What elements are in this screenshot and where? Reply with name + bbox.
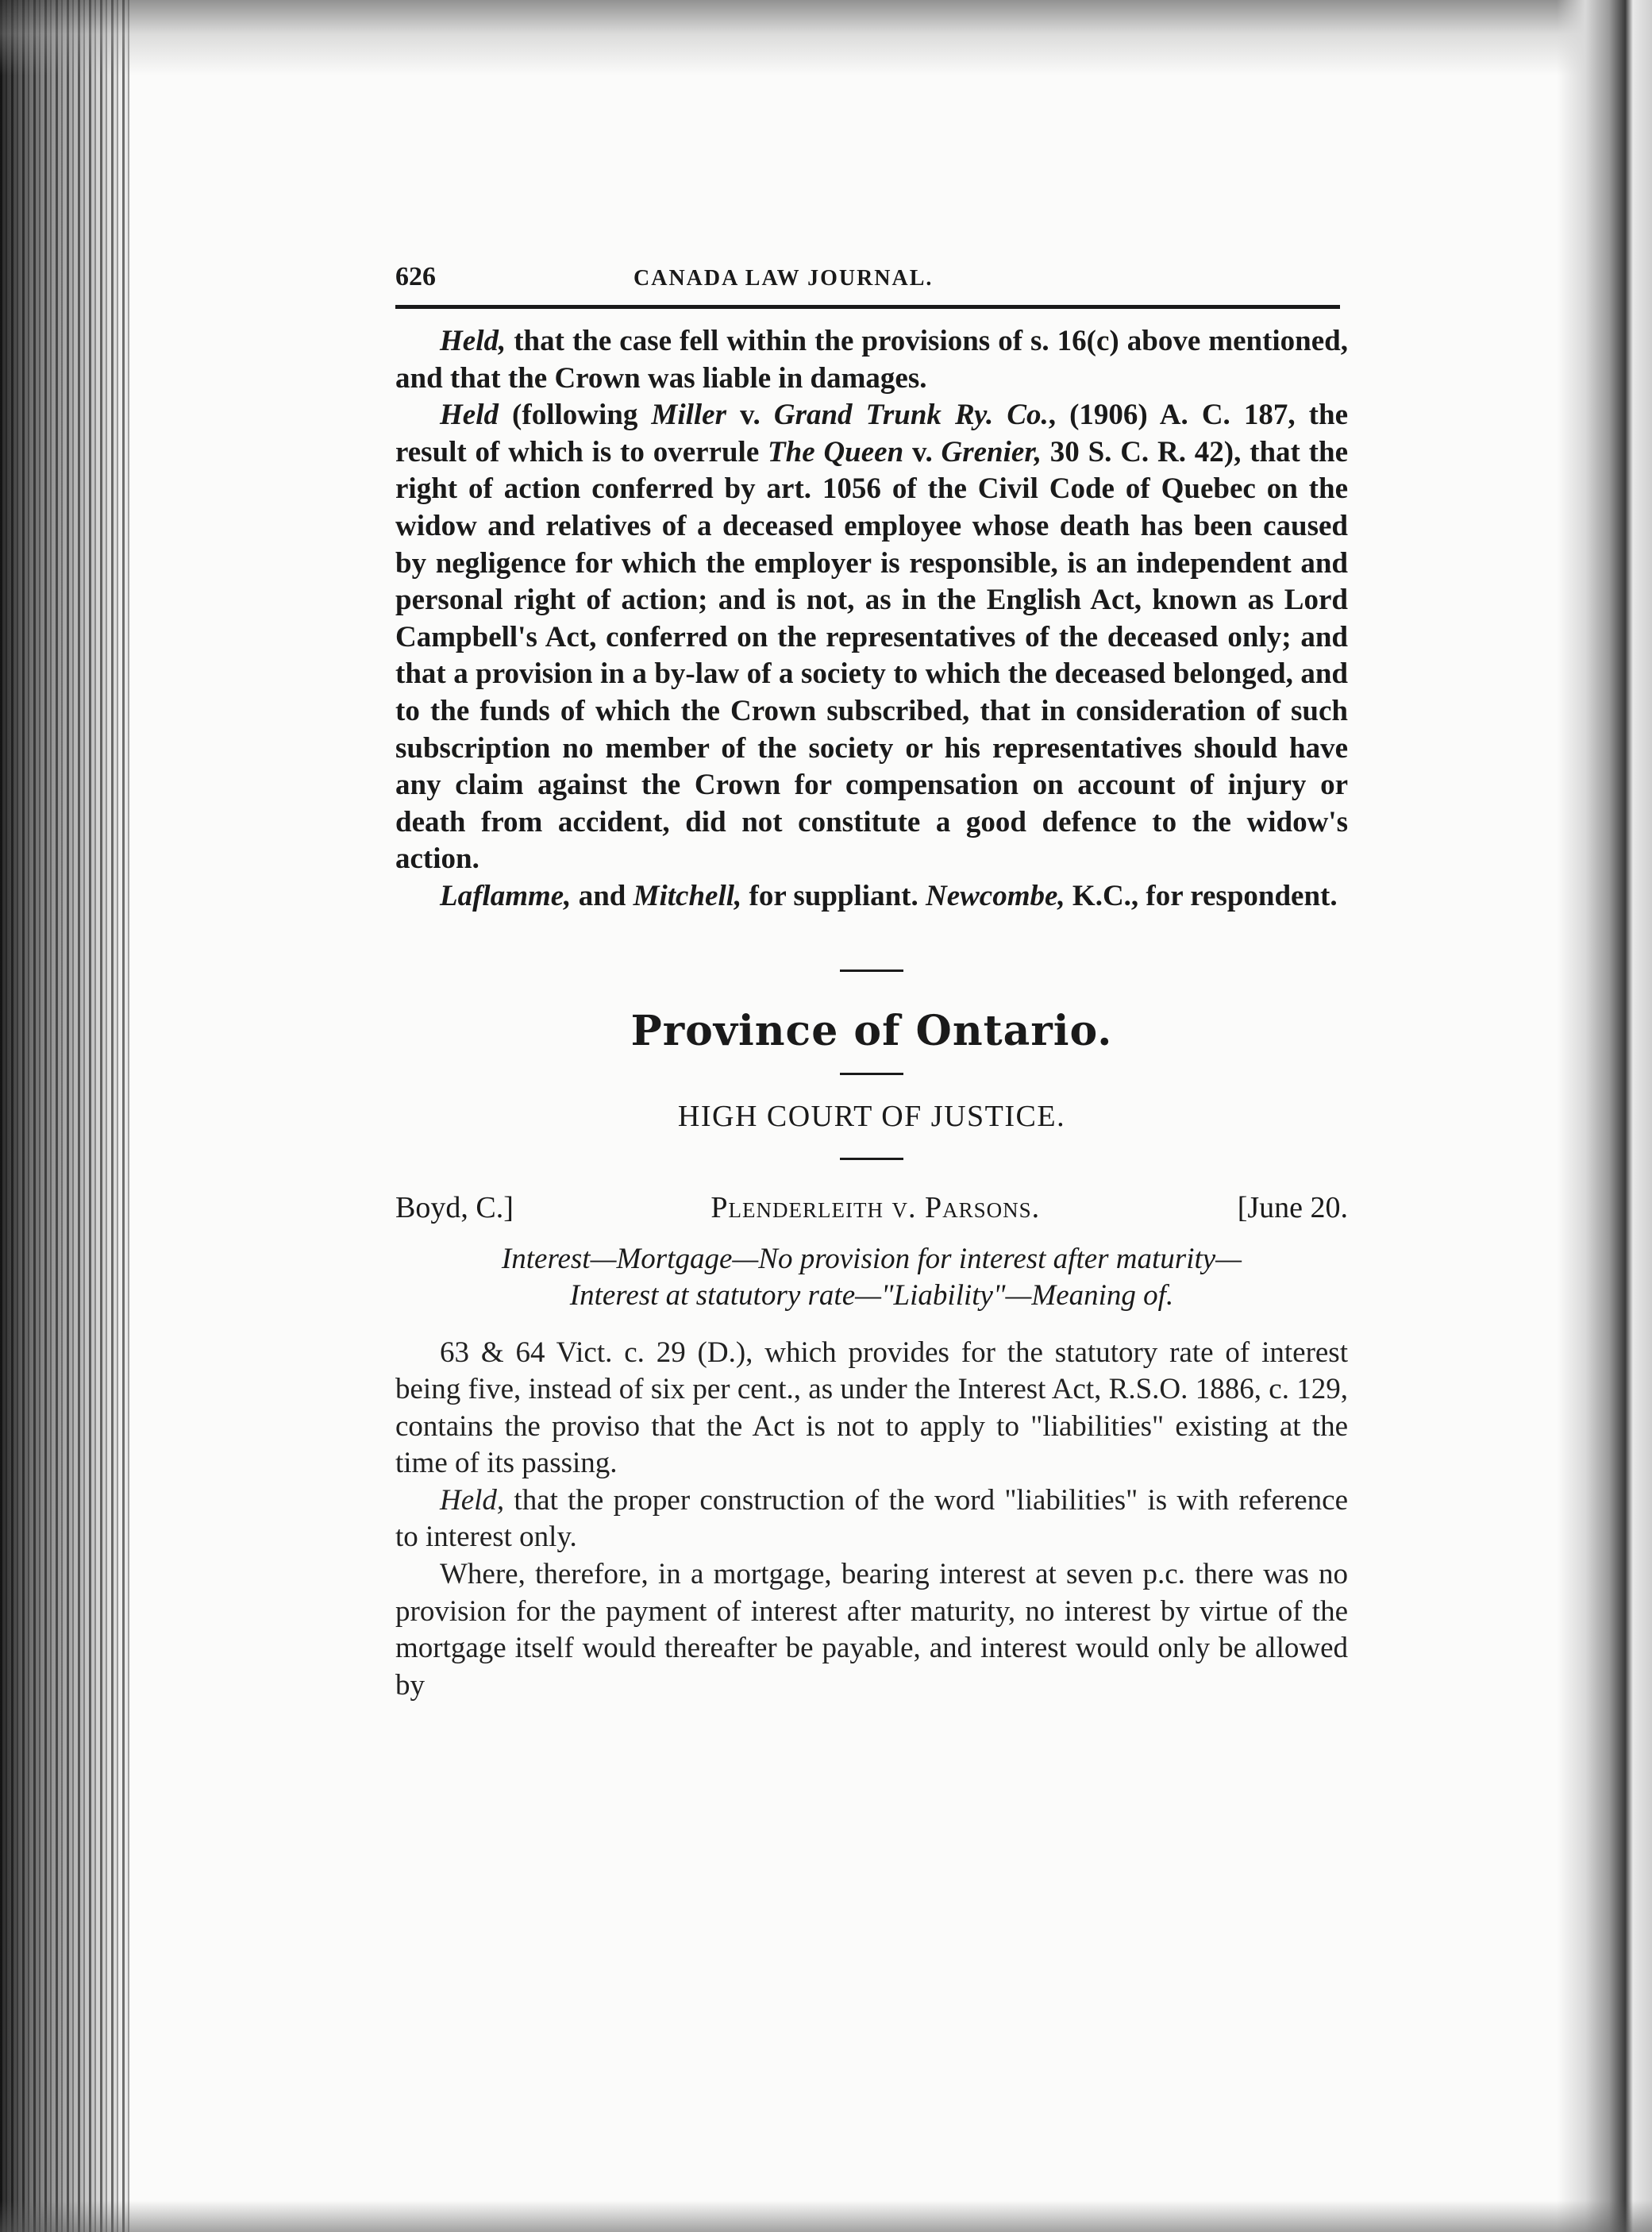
scan-edge-right xyxy=(1557,0,1652,2232)
page-number: 626 xyxy=(395,262,436,291)
counsel-name: Laflamme, xyxy=(440,879,572,912)
journal-page xyxy=(395,262,1348,1704)
case-date: [June 20. xyxy=(1237,1190,1348,1224)
province-heading: Province of Ontario. xyxy=(630,1006,1113,1055)
scan-edge-left xyxy=(0,0,131,2232)
scan-edge-top xyxy=(0,0,1652,75)
preceding-case xyxy=(395,323,1348,916)
case-name: Grand Trunk Ry. Co. xyxy=(773,399,1049,432)
catchwords-line: Interest—Mortgage—No provision for interest after maturity— xyxy=(501,1242,1242,1275)
body-paragraph: Held, that the proper construction of the word "liabilities" is with reference to interest only. xyxy=(395,1483,1348,1554)
case-name: Grenier, xyxy=(941,435,1042,468)
held-label: Held xyxy=(440,399,499,432)
body-paragraph: Where, therefore, in a mortgage, bearing interest at seven p.c. there was no provision for the payment of interest after maturity, no interest by virtue of the mortgage itself would thereafter be payable, and interest would only be allowed by xyxy=(395,1558,1348,1702)
header-rule xyxy=(395,305,1340,309)
counsel-paragraph: Laflamme, and Mitchell, for suppliant. Newcombe, K.C., for respondent. xyxy=(440,879,1338,912)
scan-edge-bottom xyxy=(0,2200,1652,2232)
separator-rule xyxy=(840,970,903,972)
case-title: Plenderleith v. Parsons. xyxy=(710,1190,1041,1224)
separator-rule xyxy=(840,1073,903,1075)
case-line xyxy=(395,1190,1348,1225)
page-header xyxy=(395,262,1348,299)
held-paragraph-1: Held, that the case fell within the provisions of s. 16(c) above mentioned, and that the Crown was liable in damages. xyxy=(395,325,1348,395)
held-label: Held, xyxy=(440,325,506,357)
counsel-name: Mitchell, xyxy=(633,879,742,912)
court-heading: HIGH COURT OF JUSTICE. xyxy=(677,1099,1066,1133)
running-head: CANADA LAW JOURNAL. xyxy=(633,266,934,291)
held-paragraph-2: Held (following Miller v. Grand Trunk Ry. Co., (1906) A. C. 187, the result of which is to overrule The Queen v. Grenier, 30 S. C. R. 42), that the right of action conferred by art. 1056 of the Civil Code of Quebec on the widow and relatives of a deceased employee whose death has been caused by negligence for which the employer is responsible, is an independent and personal right of action; and is not, as in the English Act, known as Lord Campbell's Act, conferred on the representatives of the deceased only; and that a provision in a by-law of a society to which the deceased belonged, and to the funds of which the Crown subscribed, that in consideration of such subscription no member of the society or his representatives should have any claim against the Crown for compensation on account of injury or death from accident, did not constitute a good defence to the widow's action. xyxy=(395,399,1349,876)
case-body xyxy=(395,1335,1348,1705)
case-name: The Queen xyxy=(768,435,904,468)
judge-name: Boyd, C.] xyxy=(395,1190,514,1224)
catchwords-line: Interest at statutory rate—"Liability"—Meaning of. xyxy=(569,1278,1174,1312)
case-name: Miller xyxy=(651,399,726,432)
counsel-name: Newcombe, xyxy=(925,879,1065,912)
catchwords xyxy=(395,1241,1348,1314)
held-label: Held, xyxy=(440,1483,505,1517)
body-paragraph: 63 & 64 Vict. c. 29 (D.), which provides for the statutory rate of interest being five, instead of six per cent., as under the Interest Act, R.S.O. 1886, c. 129, contains the proviso that the Act is not to apply to "liabilities" existing at the time of its passing. xyxy=(395,1336,1348,1480)
separator-rule xyxy=(840,1158,903,1160)
